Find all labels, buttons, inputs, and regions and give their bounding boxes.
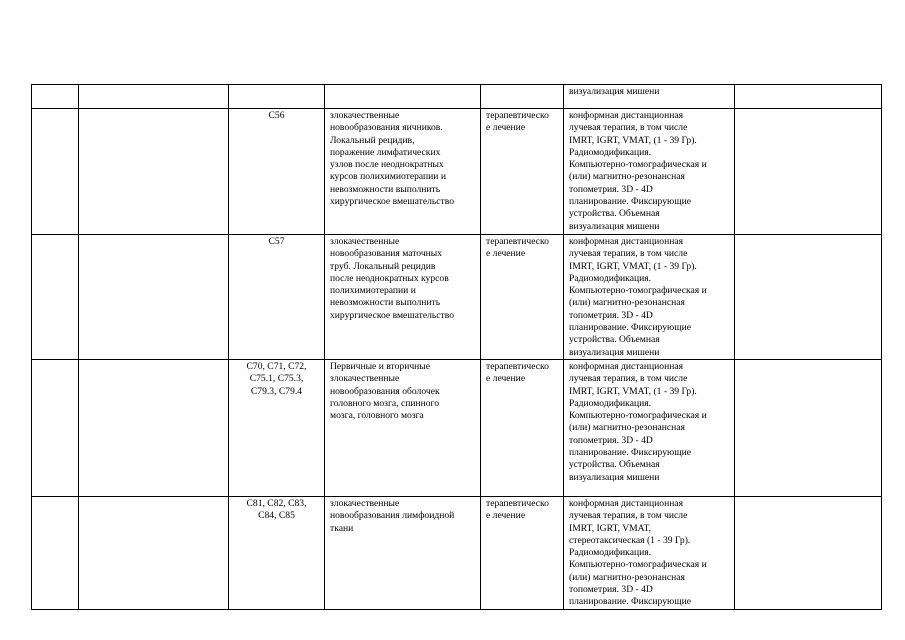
row-number-cell xyxy=(32,235,79,360)
profile-cell xyxy=(79,359,229,496)
table-row xyxy=(32,109,882,235)
icd-code-cell: C81, C82, C83, C84, C85 xyxy=(229,496,325,609)
table-row xyxy=(32,359,882,496)
treatment-type-cell: терапевтическо е лечение xyxy=(481,235,564,360)
diagnosis-cell: злокачественные новообразования яичников. Локальный рецидив, поражение лимфатических узлов после неоднократных курсов полихимиотерапии и невозможности выполнить хирургическое вмешательство xyxy=(325,109,481,235)
extra-cell xyxy=(735,109,882,235)
profile-cell xyxy=(79,85,229,109)
row-number-cell xyxy=(32,496,79,609)
row-number-cell xyxy=(32,359,79,496)
extra-cell xyxy=(735,235,882,360)
extra-cell xyxy=(735,85,882,109)
profile-cell xyxy=(79,109,229,235)
table-row xyxy=(32,85,882,109)
treatment-type-cell: терапевтическо е лечение xyxy=(481,109,564,235)
diagnosis-cell xyxy=(325,85,481,109)
icd-code-cell xyxy=(229,85,325,109)
extra-cell xyxy=(735,359,882,496)
diagnosis-cell: Первичные и вторичные злокачественные новообразования оболочек головного мозга, спинного мозга, головного мозга xyxy=(325,359,481,496)
row-number-cell xyxy=(32,109,79,235)
method-cell: конформная дистанционная лучевая терапия, в том числе IMRT, IGRT, VMAT, (1 - 39 Гр). Радиомодификация. Компьютерно-томографическая и (или) магнитно-резонансная топометрия. 3D - 4D планирование. Фиксирующие устройства. Объемная визуализация мишени xyxy=(564,109,735,235)
method-cell: конформная дистанционная лучевая терапия, в том числе IMRT, IGRT, VMAT, стереотаксическая (1 - 39 Гр). Радиомодификация. Компьютерно-томографическая и (или) магнитно-резонансная топометрия. 3D - 4D планирование. Фиксирующие xyxy=(564,496,735,609)
method-cell: конформная дистанционная лучевая терапия, в том числе IMRT, IGRT, VMAT, (1 - 39 Гр). Радиомодификация. Компьютерно-томографическая и (или) магнитно-резонансная топометрия. 3D - 4D планирование. Фиксирующие устройства. Объемная визуализация мишени xyxy=(564,359,735,496)
diagnosis-cell: злокачественные новообразования лимфоидной ткани xyxy=(325,496,481,609)
icd-code-cell: C70, C71, C72, C75.1, C75.3, C79.3, C79.4 xyxy=(229,359,325,496)
treatment-type-cell xyxy=(481,85,564,109)
table-row xyxy=(32,496,882,609)
radiotherapy-table xyxy=(31,84,882,610)
extra-cell xyxy=(735,496,882,609)
profile-cell xyxy=(79,235,229,360)
icd-code-cell: C56 xyxy=(229,109,325,235)
method-cell: конформная дистанционная лучевая терапия, в том числе IMRT, IGRT, VMAT, (1 - 39 Гр). Радиомодификация. Компьютерно-томографическая и (или) магнитно-резонансная топометрия. 3D - 4D планирование. Фиксирующие устройства. Объемная визуализация мишени xyxy=(564,235,735,360)
treatment-type-cell: терапевтическо е лечение xyxy=(481,496,564,609)
table-row xyxy=(32,235,882,360)
diagnosis-cell: злокачественные новообразования маточных труб. Локальный рецидив после неоднократных курсов полихимиотерапии и невозможности выполнить хирургическое вмешательство xyxy=(325,235,481,360)
treatment-type-cell: терапевтическо е лечение xyxy=(481,359,564,496)
row-number-cell xyxy=(32,85,79,109)
profile-cell xyxy=(79,496,229,609)
icd-code-cell: C57 xyxy=(229,235,325,360)
method-cell: визуализация мишени xyxy=(564,85,735,109)
